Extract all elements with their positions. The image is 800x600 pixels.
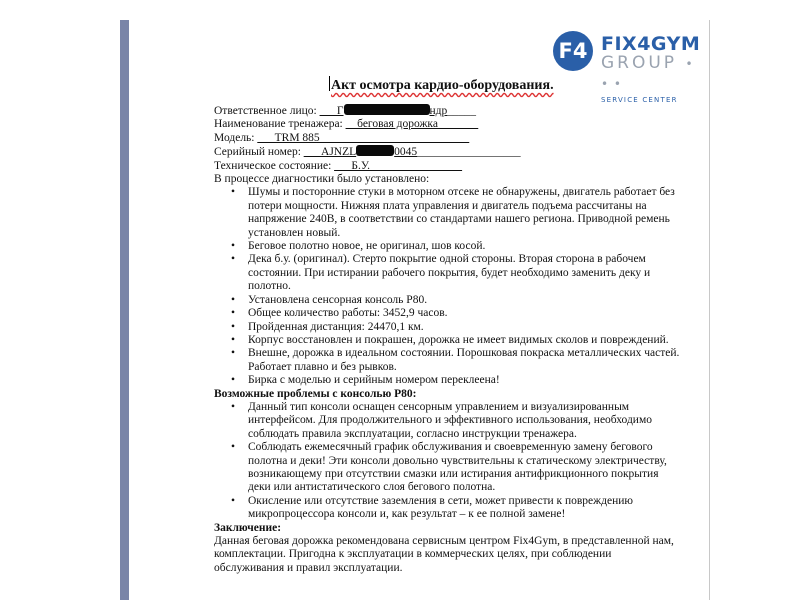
list-item: • Корпус восстановлен и покрашен, дорожка не имеет видимых сколов и повреждений. (248, 334, 684, 347)
list-item: • Внешне, дорожка в идеальном состоянии. Порошковая покраска металлических частей. Работает плавно и без рывков. (248, 347, 684, 374)
list-item: • Соблюдать ежемесячный график обслуживания и своевременную замену бегового полотна и деки! Эти консоли довольно чувствительны к статическому электричеству, возникающему при отсутствии смазки или истирания антифрикционного покрытия деки или антистатического слоя бегового полотна. (248, 441, 684, 495)
document-left-margin-bar (120, 20, 129, 600)
field-trainer: Наименование тренажера: __беговая дорожка_______ (214, 118, 479, 131)
list-item: • Беговое полотно новое, не оригинал, шов косой. (248, 240, 684, 253)
list-item: • Установлена сенсорная консоль P80. (248, 294, 684, 307)
redacted-name (344, 104, 430, 115)
document-title[interactable]: Акт осмотра кардио-оборудования. (331, 78, 554, 93)
field-serial: Серийный номер: ___AJNZL 0045__________________ (214, 146, 521, 159)
field-model: Модель: ___TRM 885__________________________ (214, 131, 470, 144)
document-body[interactable] (214, 104, 684, 575)
findings-list (214, 186, 684, 387)
text-cursor (329, 76, 330, 91)
conclusion-heading: Заключение: (214, 521, 282, 534)
logo-main-text: FIX4GYM (601, 33, 701, 55)
field-responsible: Ответственное лицо: ___Г ндр_____ (214, 105, 477, 117)
problems-heading: Возможные проблемы с консолью P80: (214, 387, 417, 400)
fix4gym-logo (553, 31, 703, 104)
conclusion-text: Данная беговая дорожка рекомендована сервисным центром Fix4Gym, в представленной нам, комплектации. Пригодна к эксплуатации в коммерческих целях, при соблюдении обслуживания и правил эксплуатации. (214, 535, 674, 574)
list-item: • Окисление или отсутствие заземления в сети, может привести к повреждению микропроцессора консоли и, как результат – к ее полной замене! (248, 495, 684, 522)
logo-wordmark (601, 34, 703, 104)
list-item: • Дека б.у. (оригинал). Стерто покрытие одной стороны. Вторая сторона в рабочем состоянии. При истирании рабочего покрытия, будет необходимо заменить деку и полотно. (248, 253, 684, 293)
field-condition: Техническое состояние: ___Б.У.________________ (214, 159, 463, 172)
findings-intro: В процессе диагностики было установлено: (214, 173, 430, 186)
logo-service-text: SERVICE CENTER (601, 96, 678, 104)
list-item: • Бирка с моделью и серийным номером переклеена! (248, 374, 684, 387)
list-item: • Шумы и посторонние стуки в моторном отсеке не обнаружены, двигатель работает без потери мощности. Нижняя плата управления и двигатель подъема рассчитаны на напряжение 240В, в соответствии со стандартами нашего региона. Приводной ремень установлен новый. (248, 186, 684, 240)
list-item: • Пройденная дистанция: 24470,1 км. (248, 321, 684, 334)
problems-list (214, 401, 684, 522)
document-page-edge (709, 20, 710, 600)
list-item: • Общее количество работы: 3452,9 часов. (248, 307, 684, 320)
redacted-serial (356, 145, 394, 156)
list-item: • Данный тип консоли оснащен сенсорным управлением и визуализированным интерфейсом. Для продолжительного и эффективного использования, необходимо соблюдать правила эксплуатации, согласно инструкции тренажера. (248, 401, 684, 441)
logo-group-text: GROUP • • • (601, 53, 694, 91)
logo-mark-icon: F4 (553, 31, 593, 71)
